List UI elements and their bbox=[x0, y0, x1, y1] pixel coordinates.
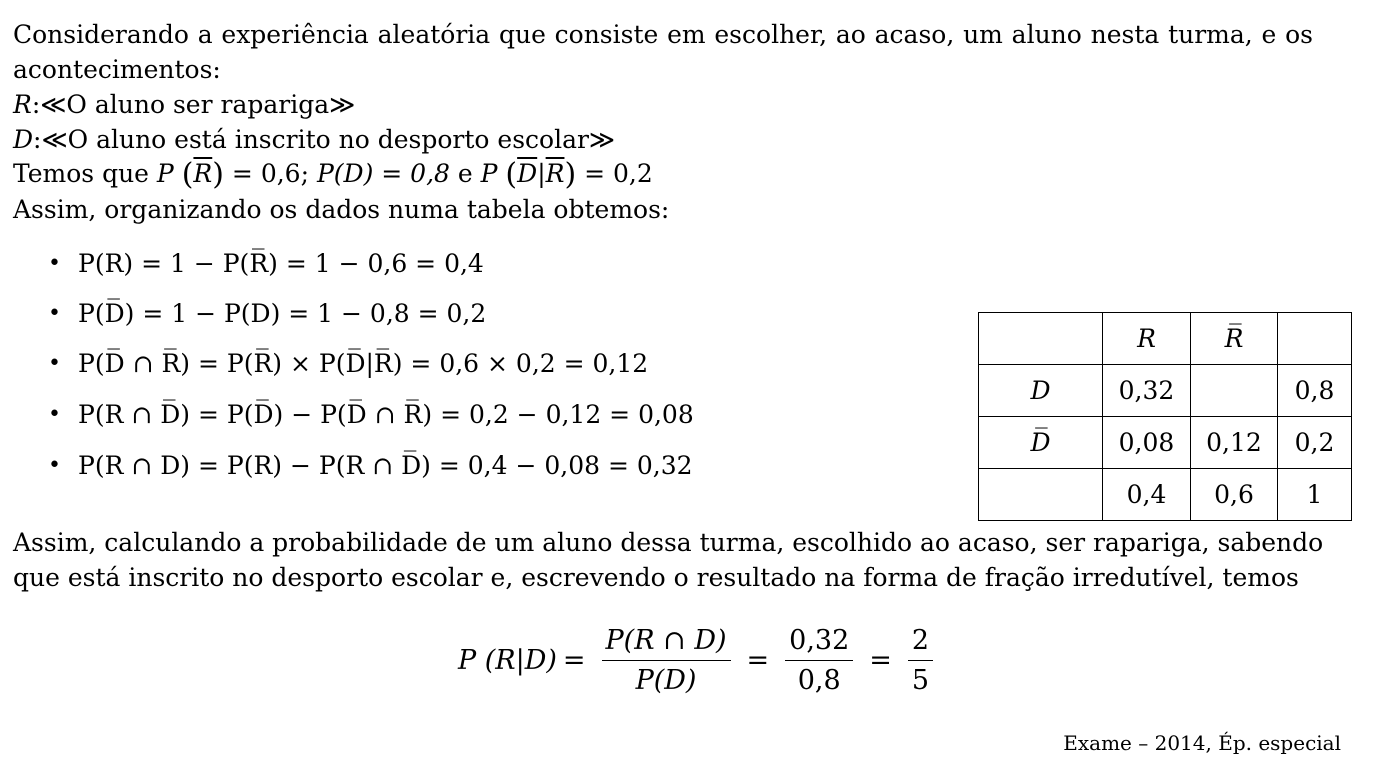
table-row bbox=[979, 469, 1352, 521]
probability-table bbox=[978, 312, 1352, 521]
given-p-not-r: = 0,6; bbox=[231, 159, 309, 188]
table-header-cell bbox=[979, 313, 1103, 365]
table-cell: 0,32 bbox=[1103, 365, 1191, 417]
table-header-cell: R̅ bbox=[1191, 313, 1278, 365]
fraction-denominator: 0,8 bbox=[797, 664, 841, 696]
equals-sign: = bbox=[562, 644, 586, 676]
bullet-text: P(R) = 1 − P(R̅) = 1 − 0,6 = 0,4 bbox=[78, 249, 484, 278]
table-cell: 0,12 bbox=[1191, 417, 1278, 469]
given-connector: e bbox=[449, 159, 481, 188]
table-header-cell bbox=[1278, 313, 1352, 365]
table-cell bbox=[1191, 365, 1278, 417]
bullet-text: P(R ∩ D) = P(R) − P(R ∩ D̅) = 0,4 − 0,08 = 0,32 bbox=[78, 451, 693, 480]
event-r-definition bbox=[13, 92, 355, 117]
bullet-dot: • bbox=[48, 251, 61, 276]
bullet-item-4 bbox=[48, 400, 694, 429]
table-row bbox=[979, 417, 1352, 469]
given-p-notd-given-notr: = 0,2 bbox=[584, 159, 653, 188]
formula-lhs: P (R|D) bbox=[458, 644, 557, 676]
bullet-dot: • bbox=[48, 301, 61, 326]
table-intro: Assim, organizando os dados numa tabela obtemos: bbox=[13, 195, 670, 224]
fraction-denominator: 5 bbox=[911, 664, 930, 696]
event-r-symbol: R bbox=[13, 90, 32, 119]
bullet-item-5 bbox=[48, 451, 693, 480]
table-cell: 1 bbox=[1278, 469, 1352, 521]
fraction-result bbox=[908, 625, 933, 696]
event-r-text: :≪O aluno ser rapariga≫ bbox=[31, 90, 356, 119]
fraction-definition bbox=[602, 625, 731, 696]
table-cell: 0,6 bbox=[1191, 469, 1278, 521]
given-p-d: P(D) = 0,8 bbox=[316, 159, 450, 188]
equals-sign: = bbox=[869, 644, 892, 676]
table-header-row bbox=[979, 313, 1352, 365]
table-row-label: D̅ bbox=[979, 417, 1103, 469]
source-citation: Exame – 2014, Ép. especial bbox=[1063, 731, 1341, 755]
conditional-probability-formula bbox=[458, 620, 943, 700]
event-d-symbol: D bbox=[13, 125, 34, 154]
conclusion-line-1: Assim, calculando a probabilidade de um aluno dessa turma, escolhido ao acaso, ser rapariga, sabendo bbox=[13, 528, 1324, 557]
intro-line-1: Considerando a experiência aleatória que consiste em escolher, ao acaso, um aluno nesta turma, e os bbox=[13, 20, 1313, 49]
bullet-item-2 bbox=[48, 299, 487, 328]
bullet-text: P(D̅) = 1 − P(D) = 1 − 0,8 = 0,2 bbox=[78, 299, 487, 328]
table-cell: 0,08 bbox=[1103, 417, 1191, 469]
table-row bbox=[979, 365, 1352, 417]
table-cell: 0,4 bbox=[1103, 469, 1191, 521]
bullet-item-3 bbox=[48, 349, 649, 378]
event-d-text: :≪O aluno está inscrito no desporto escolar≫ bbox=[33, 125, 616, 154]
bullet-text: P(D̅ ∩ R̅) = P(R̅) × P(D̅|R̅) = 0,6 × 0,2 = 0,12 bbox=[78, 349, 649, 378]
fraction-denominator: P(D) bbox=[635, 664, 697, 696]
bullet-dot: • bbox=[48, 453, 61, 478]
fraction-numerator: 0,32 bbox=[785, 625, 853, 661]
table-cell: 0,2 bbox=[1278, 417, 1352, 469]
bullet-item-1 bbox=[48, 249, 484, 278]
table-row-label: D bbox=[979, 365, 1103, 417]
fraction-numerator: 2 bbox=[908, 625, 933, 661]
fraction-numerator: P(R ∩ D) bbox=[602, 625, 731, 661]
intro-line-2: acontecimentos: bbox=[13, 55, 221, 84]
table-header-cell: R bbox=[1103, 313, 1191, 365]
equals-sign: = bbox=[746, 644, 770, 676]
conclusion-line-2: que está inscrito no desporto escolar e, escrevendo o resultado na forma de fração irredutível, temos bbox=[13, 563, 1299, 592]
given-probabilities: Temos que P $(\overline{R}) = 0,6$; P(D) = 0,8 e P $(\overline{D}|\overline{R}) = 0,2$ bbox=[13, 157, 653, 192]
event-d-definition bbox=[13, 127, 615, 152]
fraction-values bbox=[785, 625, 853, 696]
table-row-label bbox=[979, 469, 1103, 521]
bullet-text: P(R ∩ D̅) = P(D̅) − P(D̅ ∩ R̅) = 0,2 − 0,12 = 0,08 bbox=[78, 400, 694, 429]
table-cell: 0,8 bbox=[1278, 365, 1352, 417]
bullet-dot: • bbox=[48, 402, 61, 427]
given-lead: Temos que bbox=[13, 159, 157, 188]
bullet-dot: • bbox=[48, 351, 61, 376]
